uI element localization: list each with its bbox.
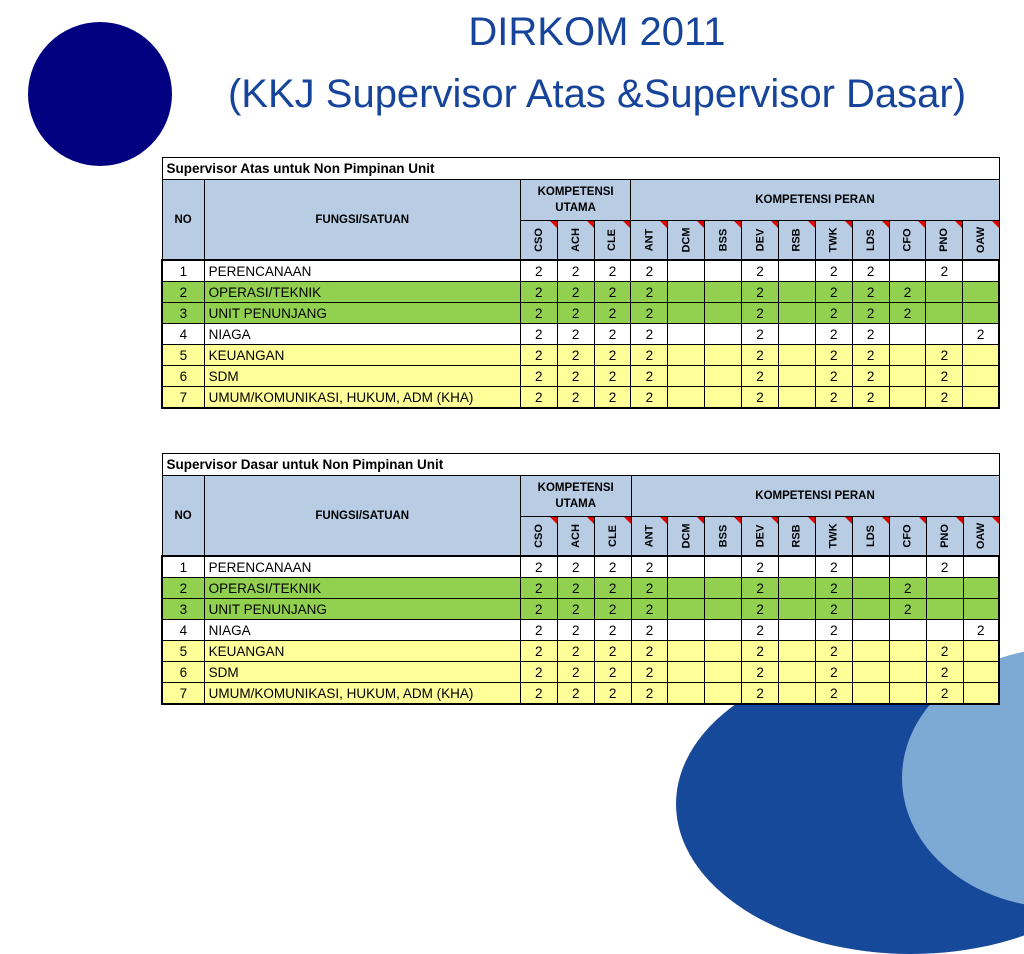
row-value xyxy=(779,599,816,620)
row-no: 5 xyxy=(162,641,204,662)
table-row xyxy=(162,324,999,345)
row-value: 2 xyxy=(926,641,963,662)
row-value: 2 xyxy=(889,282,926,303)
header-no: NO xyxy=(162,476,204,557)
header-code-label: CSO xyxy=(532,524,545,548)
row-no: 1 xyxy=(162,556,204,578)
row-value xyxy=(926,324,963,345)
row-value xyxy=(852,599,889,620)
row-value: 2 xyxy=(852,387,889,409)
row-no: 7 xyxy=(162,387,204,409)
row-value xyxy=(779,620,816,641)
row-value: 2 xyxy=(557,620,594,641)
row-value xyxy=(889,662,926,683)
row-value: 2 xyxy=(594,620,631,641)
row-value xyxy=(705,599,742,620)
decorative-circle xyxy=(28,22,172,166)
row-fungsi: OPERASI/TEKNIK xyxy=(204,578,520,599)
row-no: 6 xyxy=(162,366,204,387)
row-value: 2 xyxy=(520,260,557,282)
row-value: 2 xyxy=(815,662,852,683)
table-row xyxy=(162,387,999,409)
row-value xyxy=(852,641,889,662)
row-value: 2 xyxy=(742,366,779,387)
row-value: 2 xyxy=(742,578,779,599)
header-code-label: RSB xyxy=(791,524,804,548)
row-value xyxy=(963,556,999,578)
row-value xyxy=(668,683,705,705)
header-code-label: OAW xyxy=(974,226,987,254)
row-value xyxy=(963,641,999,662)
row-value: 2 xyxy=(926,387,963,409)
row-value: 2 xyxy=(889,303,926,324)
row-value xyxy=(778,260,815,282)
row-value: 2 xyxy=(742,683,779,705)
row-value xyxy=(778,345,815,366)
row-value xyxy=(889,620,926,641)
row-value: 2 xyxy=(520,641,557,662)
header-code xyxy=(520,221,557,261)
row-value xyxy=(705,578,742,599)
row-value: 2 xyxy=(742,345,779,366)
header-code-label: DEV xyxy=(754,524,767,548)
table-row xyxy=(162,260,999,282)
row-fungsi: NIAGA xyxy=(204,324,520,345)
row-value: 2 xyxy=(815,366,852,387)
row-value: 2 xyxy=(594,641,631,662)
row-value: 2 xyxy=(594,599,631,620)
row-value: 2 xyxy=(815,556,852,578)
header-code xyxy=(594,221,631,261)
row-value: 2 xyxy=(742,620,779,641)
row-value: 2 xyxy=(594,556,631,578)
table-row xyxy=(162,556,999,578)
row-value: 2 xyxy=(926,683,963,705)
row-value: 2 xyxy=(520,345,557,366)
row-value: 2 xyxy=(742,303,779,324)
header-code-label: BSS xyxy=(717,524,730,548)
header-code xyxy=(705,517,742,557)
row-value xyxy=(963,599,999,620)
header-code-label: ANT xyxy=(643,524,656,548)
header-code xyxy=(705,221,742,261)
table-row xyxy=(162,641,999,662)
row-value xyxy=(779,641,816,662)
row-value xyxy=(705,366,742,387)
row-value: 2 xyxy=(852,366,889,387)
row-value: 2 xyxy=(631,599,668,620)
row-value: 2 xyxy=(520,683,557,705)
row-value: 2 xyxy=(742,641,779,662)
row-value: 2 xyxy=(557,345,594,366)
row-value: 2 xyxy=(926,260,963,282)
header-code xyxy=(742,517,779,557)
header-code xyxy=(852,517,889,557)
row-value: 2 xyxy=(815,620,852,641)
row-no: 2 xyxy=(162,282,204,303)
row-value xyxy=(852,556,889,578)
header-code-label: ACH xyxy=(569,524,582,548)
table-supervisor-atas xyxy=(161,157,1000,409)
row-value: 2 xyxy=(557,324,594,345)
row-value: 2 xyxy=(852,324,889,345)
row-value: 2 xyxy=(594,366,631,387)
row-value: 2 xyxy=(742,556,779,578)
row-value xyxy=(926,282,963,303)
header-code-label: CFO xyxy=(901,228,914,252)
row-value xyxy=(778,366,815,387)
row-value: 2 xyxy=(631,620,668,641)
row-value xyxy=(963,260,999,282)
row-fungsi: SDM xyxy=(204,366,520,387)
header-code xyxy=(778,221,815,261)
row-value: 2 xyxy=(631,683,668,705)
header-no: NO xyxy=(162,180,204,261)
row-fungsi: UNIT PENUNJANG xyxy=(204,303,520,324)
row-value xyxy=(926,599,963,620)
row-value xyxy=(705,641,742,662)
row-value: 2 xyxy=(557,366,594,387)
header-code-label: BSS xyxy=(717,228,730,252)
row-value xyxy=(889,556,926,578)
row-value xyxy=(668,260,705,282)
row-value: 2 xyxy=(594,662,631,683)
row-value xyxy=(668,303,705,324)
row-value: 2 xyxy=(742,324,779,345)
row-value xyxy=(668,324,705,345)
row-value xyxy=(668,620,705,641)
table-row xyxy=(162,303,999,324)
header-code-label: TWK xyxy=(827,227,840,253)
row-no: 6 xyxy=(162,662,204,683)
row-value xyxy=(668,662,705,683)
row-value: 2 xyxy=(631,324,668,345)
row-value: 2 xyxy=(631,662,668,683)
header-code-label: PNO xyxy=(938,524,951,548)
header-code xyxy=(668,221,705,261)
row-value: 2 xyxy=(926,662,963,683)
row-value: 2 xyxy=(926,366,963,387)
row-value: 2 xyxy=(594,387,631,409)
row-value xyxy=(889,641,926,662)
header-kompetensi-utama: KOMPETENSI UTAMA xyxy=(520,180,631,221)
row-value: 2 xyxy=(926,556,963,578)
header-code-label: DCM xyxy=(680,523,693,549)
row-value xyxy=(705,303,742,324)
row-value: 2 xyxy=(631,641,668,662)
row-value: 2 xyxy=(594,324,631,345)
header-code xyxy=(852,221,889,261)
row-value xyxy=(779,683,816,705)
header-code xyxy=(631,221,668,261)
row-value xyxy=(889,683,926,705)
table-row xyxy=(162,683,999,705)
header-code-label: CFO xyxy=(901,524,914,548)
header-code-label: DEV xyxy=(753,228,766,252)
header-code-label: CSO xyxy=(532,228,545,252)
header-code xyxy=(557,221,594,261)
row-value xyxy=(963,345,999,366)
row-fungsi: UNIT PENUNJANG xyxy=(204,599,520,620)
row-value xyxy=(668,345,705,366)
row-value: 2 xyxy=(594,578,631,599)
row-no: 3 xyxy=(162,303,204,324)
header-kompetensi-peran: KOMPETENSI PERAN xyxy=(631,180,999,221)
row-value: 2 xyxy=(742,260,779,282)
row-value: 2 xyxy=(520,366,557,387)
header-code xyxy=(889,221,926,261)
header-code xyxy=(815,221,852,261)
row-no: 3 xyxy=(162,599,204,620)
row-value: 2 xyxy=(557,387,594,409)
row-fungsi: KEUANGAN xyxy=(204,345,520,366)
row-value xyxy=(668,282,705,303)
slide-title: DIRKOM 2011 xyxy=(468,10,726,54)
row-no: 1 xyxy=(162,260,204,282)
row-value xyxy=(852,578,889,599)
row-value: 2 xyxy=(520,303,557,324)
row-value: 2 xyxy=(557,303,594,324)
row-value xyxy=(778,324,815,345)
row-value xyxy=(705,683,742,705)
row-no: 4 xyxy=(162,620,204,641)
row-value xyxy=(926,303,963,324)
header-kompetensi-utama: KOMPETENSI UTAMA xyxy=(520,476,631,517)
row-value xyxy=(668,366,705,387)
row-no: 2 xyxy=(162,578,204,599)
row-value: 2 xyxy=(594,282,631,303)
row-value: 2 xyxy=(926,345,963,366)
table-supervisor-dasar xyxy=(161,453,1000,705)
table-row xyxy=(162,599,999,620)
row-value xyxy=(705,387,742,409)
row-value: 2 xyxy=(557,556,594,578)
row-value xyxy=(778,282,815,303)
row-fungsi: NIAGA xyxy=(204,620,520,641)
row-value xyxy=(705,324,742,345)
header-fungsi: FUNGSI/SATUAN xyxy=(204,180,520,261)
slide-subtitle: (KKJ Supervisor Atas &Supervisor Dasar) xyxy=(227,72,967,116)
row-value xyxy=(926,620,963,641)
row-value xyxy=(889,366,926,387)
row-value xyxy=(963,578,999,599)
row-value xyxy=(778,387,815,409)
header-code xyxy=(889,517,926,557)
row-value: 2 xyxy=(815,282,852,303)
row-value: 2 xyxy=(594,345,631,366)
row-no: 4 xyxy=(162,324,204,345)
row-value: 2 xyxy=(631,260,668,282)
row-value: 2 xyxy=(815,345,852,366)
header-code xyxy=(520,517,557,557)
header-code xyxy=(557,517,594,557)
row-value: 2 xyxy=(557,662,594,683)
header-code xyxy=(963,221,999,261)
header-code-label: TWK xyxy=(827,523,840,549)
row-value: 2 xyxy=(557,599,594,620)
header-code xyxy=(631,517,668,557)
row-value xyxy=(963,683,999,705)
row-value xyxy=(705,662,742,683)
row-fungsi: PERENCANAAN xyxy=(204,260,520,282)
row-value: 2 xyxy=(520,620,557,641)
row-fungsi: SDM xyxy=(204,662,520,683)
row-value: 2 xyxy=(852,260,889,282)
row-value: 2 xyxy=(520,282,557,303)
row-value: 2 xyxy=(520,556,557,578)
row-fungsi: OPERASI/TEKNIK xyxy=(204,282,520,303)
row-value xyxy=(668,641,705,662)
row-value xyxy=(889,387,926,409)
header-code xyxy=(742,221,779,261)
row-value xyxy=(852,620,889,641)
row-value: 2 xyxy=(815,641,852,662)
header-code xyxy=(926,517,963,557)
row-value: 2 xyxy=(557,641,594,662)
table-row xyxy=(162,345,999,366)
row-value: 2 xyxy=(631,387,668,409)
header-code-label: PNO xyxy=(938,228,951,252)
table-row xyxy=(162,366,999,387)
row-value: 2 xyxy=(520,387,557,409)
row-value xyxy=(668,387,705,409)
row-value xyxy=(889,324,926,345)
row-fungsi: PERENCANAAN xyxy=(204,556,520,578)
header-code xyxy=(594,517,631,557)
row-value xyxy=(705,282,742,303)
row-fungsi: UMUM/KOMUNIKASI, HUKUM, ADM (KHA) xyxy=(204,683,520,705)
row-value xyxy=(963,303,999,324)
header-code xyxy=(926,221,963,261)
table-caption: Supervisor Atas untuk Non Pimpinan Unit xyxy=(162,158,999,180)
row-value: 2 xyxy=(889,599,926,620)
row-value: 2 xyxy=(631,282,668,303)
header-code-label: DCM xyxy=(680,227,693,253)
row-value: 2 xyxy=(815,578,852,599)
row-value: 2 xyxy=(557,578,594,599)
row-value: 2 xyxy=(852,303,889,324)
row-value xyxy=(963,366,999,387)
row-value: 2 xyxy=(815,387,852,409)
row-value: 2 xyxy=(815,303,852,324)
row-value: 2 xyxy=(963,324,999,345)
row-value: 2 xyxy=(889,578,926,599)
header-code-label: LDS xyxy=(864,525,877,547)
row-value xyxy=(779,578,816,599)
row-value: 2 xyxy=(815,683,852,705)
row-value xyxy=(705,620,742,641)
row-value: 2 xyxy=(557,282,594,303)
row-value: 2 xyxy=(520,324,557,345)
table-row xyxy=(162,282,999,303)
row-value: 2 xyxy=(815,260,852,282)
row-value: 2 xyxy=(520,662,557,683)
header-code-label: ACH xyxy=(569,228,582,252)
row-value xyxy=(852,662,889,683)
row-value xyxy=(779,556,816,578)
table-row xyxy=(162,662,999,683)
row-value: 2 xyxy=(631,345,668,366)
row-value: 2 xyxy=(631,556,668,578)
row-value: 2 xyxy=(520,599,557,620)
row-value: 2 xyxy=(631,366,668,387)
header-code-label: CLE xyxy=(606,525,619,547)
row-value xyxy=(705,345,742,366)
row-value xyxy=(963,282,999,303)
row-value: 2 xyxy=(631,578,668,599)
row-value: 2 xyxy=(594,260,631,282)
header-code-label: RSB xyxy=(790,228,803,252)
header-code-label: LDS xyxy=(864,229,877,251)
row-value xyxy=(705,260,742,282)
row-value xyxy=(668,556,705,578)
header-code-label: OAW xyxy=(975,522,988,550)
row-value: 2 xyxy=(742,282,779,303)
header-kompetensi-peran: KOMPETENSI PERAN xyxy=(631,476,999,517)
row-no: 7 xyxy=(162,683,204,705)
row-fungsi: KEUANGAN xyxy=(204,641,520,662)
row-value: 2 xyxy=(631,303,668,324)
row-no: 5 xyxy=(162,345,204,366)
row-value xyxy=(963,387,999,409)
row-value: 2 xyxy=(742,662,779,683)
row-value xyxy=(778,303,815,324)
header-fungsi: FUNGSI/SATUAN xyxy=(204,476,520,557)
row-value xyxy=(779,662,816,683)
header-code-label: ANT xyxy=(643,228,656,252)
header-code xyxy=(963,517,999,557)
table-caption: Supervisor Dasar untuk Non Pimpinan Unit xyxy=(162,454,999,476)
table-row xyxy=(162,620,999,641)
row-value: 2 xyxy=(852,282,889,303)
row-value xyxy=(963,662,999,683)
row-value: 2 xyxy=(520,578,557,599)
row-value xyxy=(926,578,963,599)
row-value: 2 xyxy=(963,620,999,641)
row-value xyxy=(668,578,705,599)
table-row xyxy=(162,578,999,599)
row-value xyxy=(889,260,926,282)
row-value: 2 xyxy=(594,683,631,705)
row-value: 2 xyxy=(815,599,852,620)
row-value: 2 xyxy=(815,324,852,345)
row-value xyxy=(852,683,889,705)
row-value xyxy=(668,599,705,620)
header-code xyxy=(815,517,852,557)
row-value: 2 xyxy=(557,683,594,705)
row-value: 2 xyxy=(557,260,594,282)
header-code-label: CLE xyxy=(606,229,619,251)
row-value xyxy=(889,345,926,366)
row-value: 2 xyxy=(594,303,631,324)
header-code xyxy=(668,517,705,557)
row-value: 2 xyxy=(742,387,779,409)
row-value: 2 xyxy=(852,345,889,366)
row-fungsi: UMUM/KOMUNIKASI, HUKUM, ADM (KHA) xyxy=(204,387,520,409)
row-value: 2 xyxy=(742,599,779,620)
row-value xyxy=(705,556,742,578)
header-code xyxy=(779,517,816,557)
